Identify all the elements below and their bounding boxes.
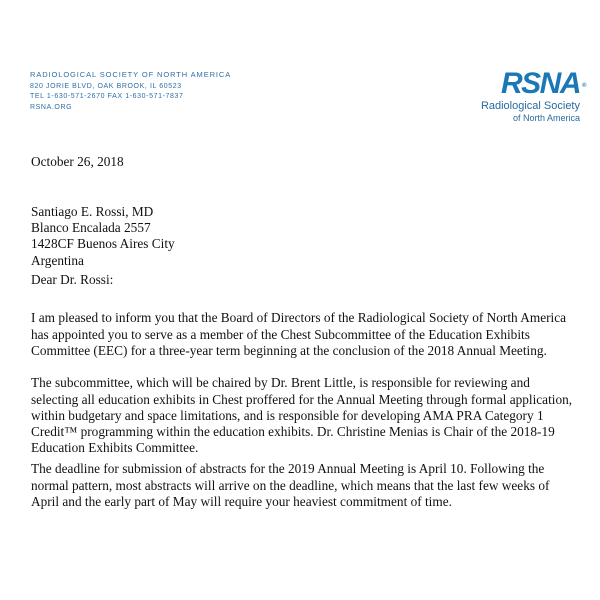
paragraph-appointment: I am pleased to inform you that the Board of Directors of the Radiological Society of North America has appointed you to serve as a member of the Chest Subcommittee of the Education Exhibits Committee (EEC) for a three-year term beginning at the conclusion of the 2018 Annual Meeting. [31, 310, 567, 358]
organization-address: 820 JORIE BLVD, OAK BROOK, IL 60523 [30, 82, 182, 90]
recipient-country: Argentina [31, 252, 84, 268]
logo-subtitle-line1: Radiological Society [480, 100, 580, 112]
logo-mark [481, 67, 585, 100]
logo-wordmark: RSNA [500, 67, 580, 100]
paragraph-deadline: The deadline for submission of abstracts for the 2019 Annual Meeting is April 10. Following the normal pattern, most abstracts will arrive on the deadline, which means that the last few weeks of April and the early part of May will require your heaviest commitment of time. [31, 461, 550, 509]
organization-name: RADIOLOGICAL SOCIETY OF NORTH AMERICA [30, 70, 232, 79]
recipient-name: Santiago E. Rossi, MD [31, 204, 154, 219]
organization-website: RSNA.ORG [30, 103, 73, 111]
rsna-logo [480, 67, 585, 124]
paragraph-subcommittee: The subcommittee, which will be chaired by Dr. Brent Little, is responsible for reviewing and selecting all education exhibits in Chest proffered for the Annual Meeting through formal application, within budgetary and space limitations, and is responsible for developing AMA PRA Category 1 Credit™ programming within the education exhibits. Dr. Christine Menias is Chair of the 2018-19 Education Exhibits Committee. [31, 375, 573, 456]
recipient-street: Blanco Encalada 2557 [31, 220, 151, 236]
salutation: Dear Dr. Rossi: [31, 272, 114, 287]
letterhead [30, 70, 231, 113]
recipient-city: 1428CF Buenos Aires City [31, 236, 175, 252]
letter-date: October 26, 2018 [31, 154, 124, 169]
logo-subtitle-line2: of North America [512, 113, 580, 123]
registered-mark: ® [582, 83, 585, 89]
organization-phone-fax: TEL 1-630-571-2670 FAX 1-630-571-7837 [30, 93, 184, 100]
recipient-address [31, 204, 574, 269]
